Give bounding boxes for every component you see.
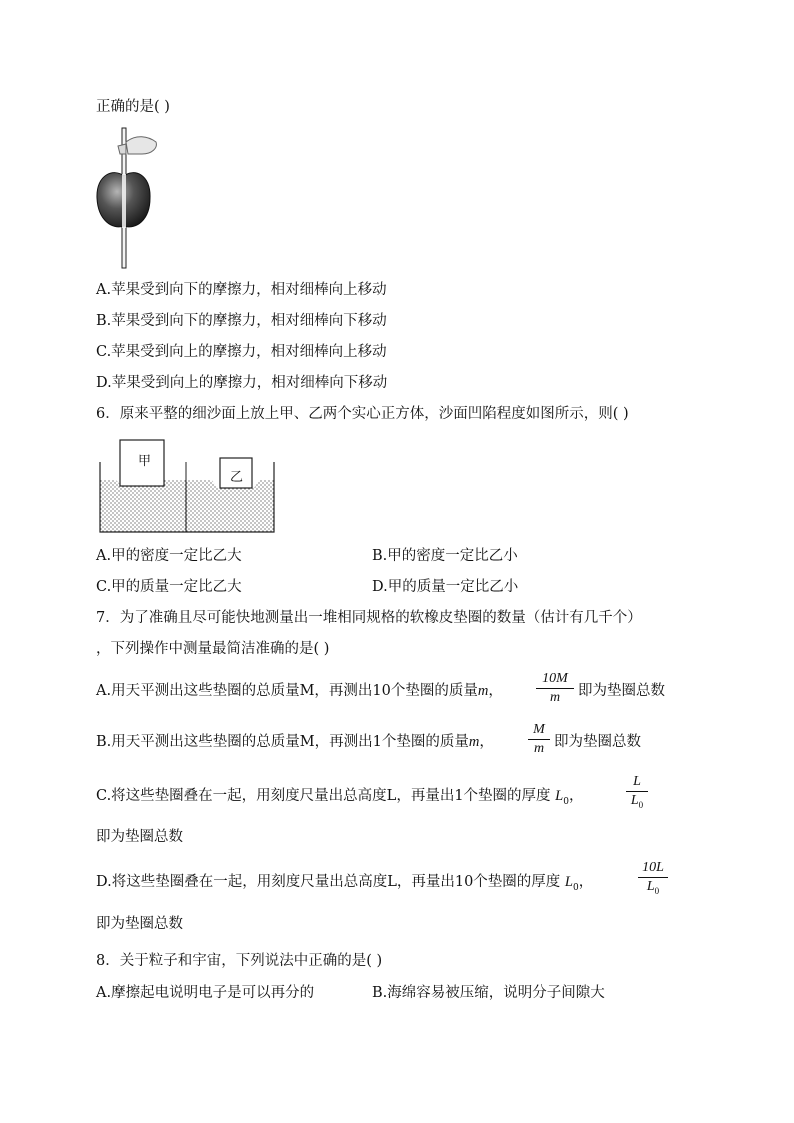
apple-on-rod-figure <box>92 124 164 270</box>
q7-d-fraction: 10L $L_0$ <box>638 860 668 899</box>
q5-option-a: A.苹果受到向下的摩擦力，相对细棒向上移动 <box>96 282 387 298</box>
q7-c-tail: 即为垫圈总数 <box>96 829 183 845</box>
q7-option-b: B.用天平测出这些垫圈的总质量M，再测出1个垫圈的质量m， <box>96 734 494 750</box>
q5-stem-tail: 正确的是( ) <box>96 99 170 115</box>
q6-stem: 6．原来平整的细沙面上放上甲、乙两个实心正方体，沙面凹陷程度如图所示，则( ) <box>96 406 629 422</box>
q8-option-b: B.海绵容易被压缩，说明分子间隙大 <box>372 985 605 1001</box>
q8-stem: 8．关于粒子和宇宙，下列说法中正确的是( ) <box>96 953 383 969</box>
q7-option-d: D.将这些垫圈叠在一起，用刻度尺量出总高度L，再量出10个垫圈的厚度 $L_0$， <box>96 874 594 893</box>
q7-b-fraction: M m <box>528 722 550 757</box>
q6-option-b: B.甲的密度一定比乙小 <box>372 548 518 564</box>
q8-option-a: A.摩擦起电说明电子是可以再分的 <box>96 985 315 1001</box>
q5-option-d: D.苹果受到向上的摩擦力，相对细棒向下移动 <box>96 375 388 391</box>
q7-a-fraction: 10M m <box>536 671 574 706</box>
q7-c-fraction: L $L_0$ <box>626 774 648 813</box>
q7-b-tail: 即为垫圈总数 <box>554 734 641 750</box>
q7-a-tail: 即为垫圈总数 <box>578 683 665 699</box>
q6-option-d: D.甲的质量一定比乙小 <box>372 579 519 595</box>
sand-cubes-figure <box>96 436 278 536</box>
q7-stem-line1: 7．为了准确且尽可能快地测量出一堆相同规格的软橡皮垫圈的数量（估计有几千个） <box>96 610 642 626</box>
q5-option-b: B.苹果受到向下的摩擦力，相对细棒向下移动 <box>96 313 387 329</box>
q7-option-c: C.将这些垫圈叠在一起，用刻度尺量出总高度L，再量出1个垫圈的厚度 $L_0$， <box>96 788 584 807</box>
q7-d-tail: 即为垫圈总数 <box>96 916 183 932</box>
q7-stem-line2: ，下列操作中测量最简洁准确的是( ) <box>96 641 330 657</box>
q6-option-a: A.甲的密度一定比乙大 <box>96 548 242 564</box>
q7-option-a: A.用天平测出这些垫圈的总质量M，再测出10个垫圈的质量m， <box>96 683 503 699</box>
cube-jia-label: 甲 <box>138 454 152 469</box>
cube-yi-label: 乙 <box>230 470 244 485</box>
q5-option-c: C.苹果受到向上的摩擦力，相对细棒向上移动 <box>96 344 387 360</box>
q6-option-c: C.甲的质量一定比乙大 <box>96 579 242 595</box>
